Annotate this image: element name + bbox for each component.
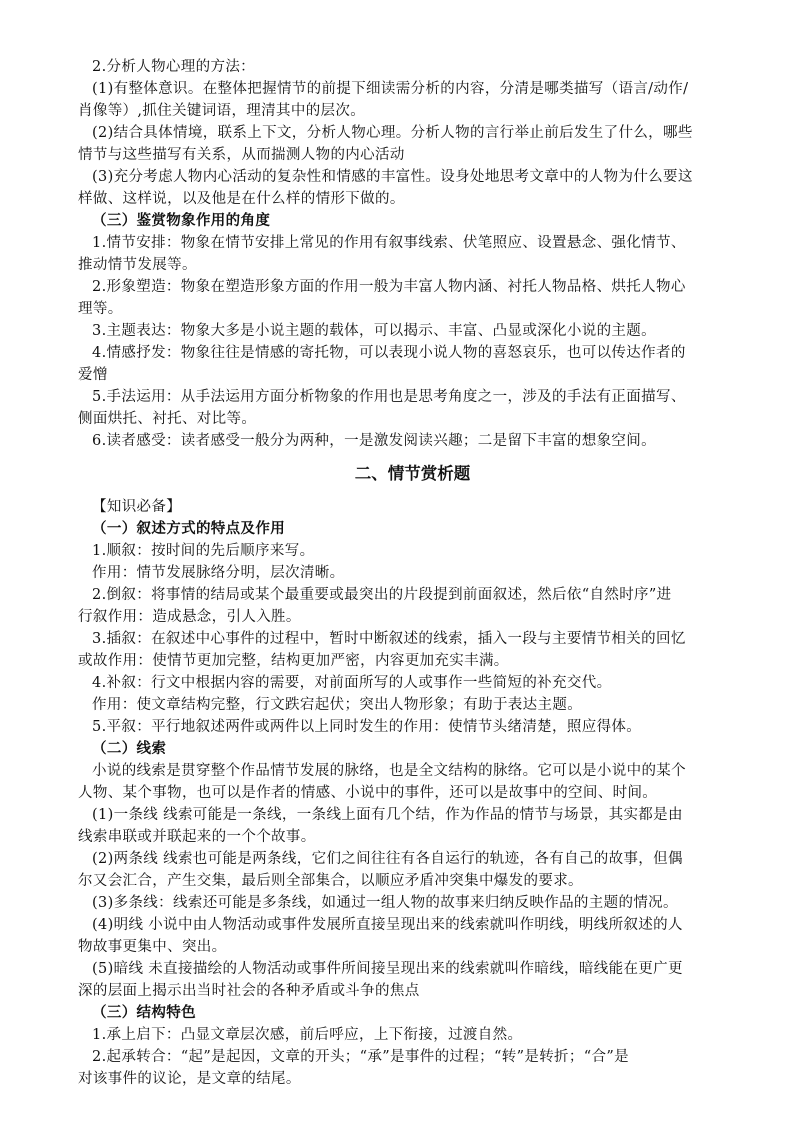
- text-line: 人物、某个事物，也可以是作者的情感、小说中的事件，还可以是故事中的空间、时间。: [78, 785, 658, 801]
- text-line: 物故事更集中、突出。: [78, 939, 227, 955]
- text-line: (3)充分考虑人物内心活动的复杂性和情感的丰富性。设身处地思考文章中的人物为什么要这: [92, 169, 693, 185]
- text-line: （一）叙述方式的特点及作用: [92, 520, 286, 537]
- text-line: (5)暗线 未直接描绘的人物活动或事件所间接呈现出来的线索就叫作暗线，暗线能在更广更: [92, 961, 683, 977]
- text-line: 1.承上启下：凸显文章层次感，前后呼应，上下衔接，过渡自然。: [92, 1027, 523, 1043]
- text-line: 深的层面上揭示出当时社会的各种矛盾或斗争的焦点: [78, 983, 420, 999]
- text-line: 4.情感抒发：物象往往是情感的寄托物，可以表现小说人物的喜怒哀乐，也可以传达作者的: [92, 345, 686, 361]
- text-line: 2.分析人物心理的方法：: [92, 59, 256, 75]
- text-line: （三）结构特色: [92, 1004, 196, 1021]
- text-line: 作用：情节发展脉络分明，层次清晰。: [92, 565, 345, 581]
- text-line: 理等。: [78, 301, 123, 317]
- text-line: 3.主题表达：物象大多是小说主题的载体，可以揭示、丰富、凸显或深化小说的主题。: [92, 323, 656, 339]
- text-line: 2.倒叙：将事情的结局或某个最重要或最突出的片段提到前面叙述，然后依“自然时序”进: [92, 587, 672, 603]
- text-line: (1)有整体意识。在整体把握情节的前提下细读需分析的内容，分清是哪类描写（语言/动作/: [92, 81, 689, 97]
- text-line: 2.形象塑造：物象在塑造形象方面的作用一般为丰富人物内涵、衬托人物品格、烘托人物心: [92, 279, 686, 295]
- text-line: 3.插叙：在叙述中心事件的过程中，暂时中断叙述的线索，插入一段与主要情节相关的回忆: [92, 631, 686, 647]
- text-line: 侧面烘托、衬托、对比等。: [78, 411, 257, 427]
- text-line: 6.读者感受：读者感受一般分为两种，一是激发阅读兴趣；二是留下丰富的想象空间。: [92, 433, 656, 449]
- text-line: 2.起承转合：“起”是起因，文章的开头；“承”是事件的过程；“转”是转折；“合”是: [92, 1049, 629, 1065]
- text-line: (1)一条线 线索可能是一条线，一条线上面有几个结，作为作品的情节与场景，其实都是由: [92, 807, 683, 823]
- text-line: 行叙作用：造成悬念，引人入胜。: [78, 609, 301, 625]
- text-line: 推动情节发展等。: [78, 257, 197, 273]
- text-line: (2)结合具体情境，联系上下文，分析人物心理。分析人物的言行举止前后发生了什么，哪些: [92, 125, 693, 141]
- text-line: 小说的线索是贯穿整个作品情节发展的脉络，也是全文结构的脉络。它可以是小说中的某个: [92, 763, 686, 779]
- text-line: 【知识必备】: [92, 499, 182, 515]
- text-line: 肖像等）,抓住关键词语，理清其中的层次。: [78, 103, 366, 119]
- section-title-wrap: [90, 463, 735, 485]
- text-line: 线索串联或并联起来的一个个故事。: [78, 829, 316, 845]
- text-line: 对该事件的议论，是文章的结尾。: [78, 1071, 301, 1087]
- text-line: 1.顺叙：按时间的先后顺序来写。: [92, 543, 315, 559]
- text-line: 4.补叙：行文中根据内容的需要，对前面所写的人或事作一些简短的补充交代。: [92, 675, 612, 691]
- text-line: （二）线索: [92, 740, 167, 757]
- text-line: 尔又会汇合，产生交集，最后则全部集合，以顺应矛盾冲突集中爆发的要求。: [78, 873, 583, 889]
- text-line: 5.平叙：平行地叙述两件或两件以上同时发生的作用：使情节头绪清楚，照应得体。: [92, 719, 642, 735]
- section-b-text: [78, 496, 735, 1090]
- section-title: 二、情节赏析题: [354, 464, 471, 483]
- text-line: 5.手法运用：从手法运用方面分析物象的作用也是思考角度之一，涉及的手法有正面描写、: [92, 389, 686, 405]
- text-line: 或故作用：使情节更加完整，结构更加严密，内容更加充实丰满。: [78, 653, 509, 669]
- text-line: (2)两条线 线索也可能是两条线，它们之间往往有各自运行的轨迹，各有自己的故事，但偶: [92, 851, 683, 867]
- text-line: 爱憎: [78, 367, 108, 383]
- text-line: 情节与这些描写有关系，从而揣测人物的内心活动: [78, 147, 405, 163]
- text-line: (4)明线 小说中由人物活动或事件发展所直接呈现出来的线索就叫作明线，明线所叙述的人: [92, 917, 683, 933]
- text-line: 样做、这样说，以及他是在什么样的情形下做的。: [78, 191, 405, 207]
- text-line: (3)多条线：线索还可能是多条线，如通过一组人物的故事来归纳反映作品的主题的情况。: [92, 895, 678, 911]
- text-line: （三）鉴赏物象作用的角度: [92, 212, 271, 229]
- text-line: 1.情节安排：物象在情节安排上常见的作用有叙事线索、伏笔照应、设置悬念、强化情节、: [92, 235, 686, 251]
- section-a-text: [78, 56, 735, 452]
- text-line: 作用：使文章结构完整，行文跌宕起伏；突出人物形象；有助于表达主题。: [92, 697, 583, 713]
